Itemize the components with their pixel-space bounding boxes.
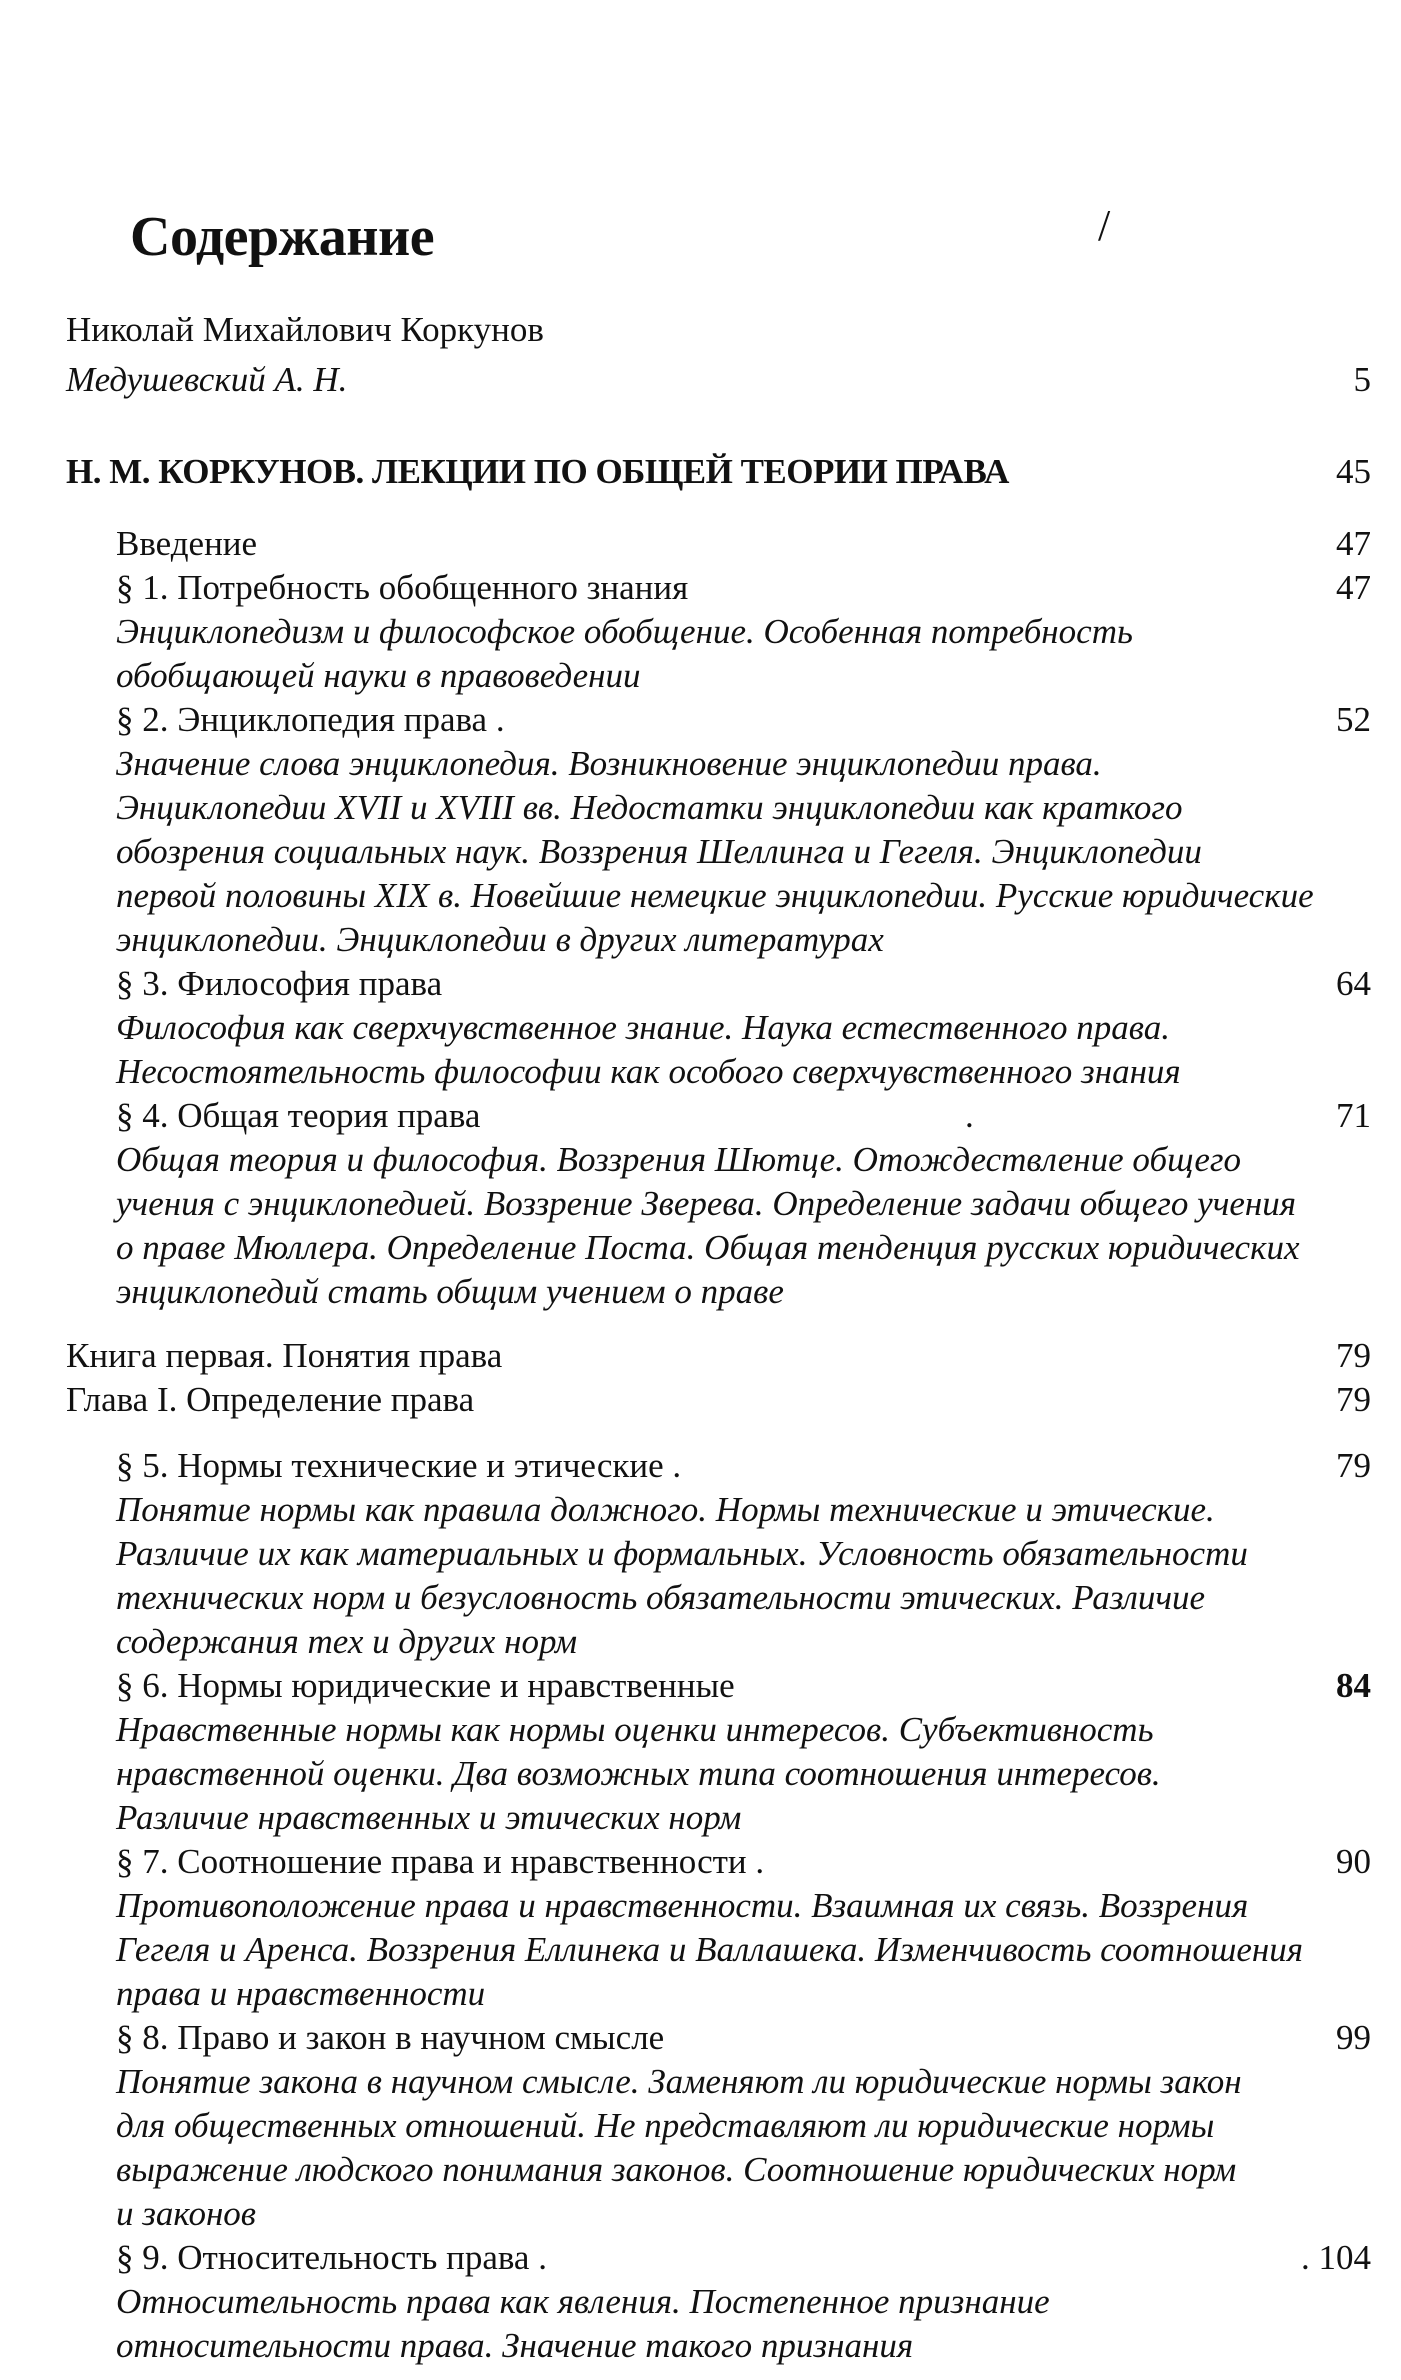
intro-page: 5 bbox=[1353, 360, 1371, 399]
intro-author: Николай Михайлович Коркунов bbox=[66, 310, 544, 349]
toc-entry: § 4. Общая теория права bbox=[116, 1096, 481, 1135]
toc-page: 47 bbox=[1336, 568, 1371, 607]
pencil-mark: / bbox=[1098, 201, 1111, 250]
toc-entry: § 2. Энциклопедия права . bbox=[116, 700, 505, 739]
toc-desc-line: выражение людского понимания законов. Соотношение юридических норм bbox=[116, 2150, 1237, 2189]
toc-desc-line: энциклопедий стать общим учением о праве bbox=[116, 1272, 784, 1311]
toc-desc-line: Относительность права как явления. Постепенное признание bbox=[116, 2282, 1050, 2321]
toc-desc-line: Энциклопедии XVII и XVIII вв. Недостатки энциклопедии как краткого bbox=[116, 788, 1183, 827]
toc-desc-line: о праве Мюллера. Определение Поста. Общая тенденция русских юридических bbox=[116, 1228, 1300, 1267]
toc-entry: § 7. Соотношение права и нравственности . bbox=[116, 1842, 765, 1881]
toc-desc-line: энциклопедии. Энциклопедии в других литературах bbox=[116, 920, 884, 959]
chapter-heading: Глава I. Определение права bbox=[66, 1380, 475, 1419]
toc-desc-line: Понятие нормы как правила должного. Нормы технические и этические. bbox=[116, 1490, 1215, 1529]
toc-desc-line: содержания тех и других норм bbox=[116, 1622, 578, 1661]
toc-desc-line: Гегеля и Аренса. Воззрения Еллинека и Валлашека. Изменчивость соотношения bbox=[116, 1930, 1304, 1969]
page-title: Содержание bbox=[130, 206, 435, 268]
toc-desc-line: Общая теория и философия. Воззрения Шютце. Отождествление общего bbox=[116, 1140, 1242, 1179]
toc-desc-line: Различие нравственных и этических норм bbox=[116, 1798, 742, 1837]
toc-page: . 104 bbox=[1301, 2238, 1371, 2277]
toc-desc-line: относительности права. Значение такого признания bbox=[116, 2326, 914, 2365]
toc-desc-line: Понятие закона в научном смысле. Заменяют ли юридические нормы закон bbox=[116, 2062, 1242, 2101]
toc-desc-line: права и нравственности bbox=[116, 1974, 486, 2013]
toc-desc-line: Философия как сверхчувственное знание. Наука естественного права. bbox=[116, 1008, 1170, 1047]
toc-desc-line: обобщающей науки в правоведении bbox=[116, 656, 641, 695]
toc-desc-line: Нравственные нормы как нормы оценки интересов. Субъективность bbox=[116, 1710, 1154, 1749]
toc-page: 99 bbox=[1336, 2018, 1371, 2057]
toc-page: 84 bbox=[1336, 1666, 1371, 1705]
toc-page: 79 bbox=[1336, 1446, 1371, 1485]
toc-entry: Введение bbox=[116, 524, 258, 563]
toc-desc-line: Противоположение права и нравственности. Взаимная их связь. Воззрения bbox=[116, 1886, 1249, 1925]
toc-desc-line: Значение слова энциклопедия. Возникновение энциклопедии права. bbox=[116, 744, 1102, 783]
toc-desc-line: и законов bbox=[116, 2194, 256, 2233]
toc-desc-line: Различие их как материальных и формальных. Условность обязательности bbox=[116, 1534, 1248, 1573]
toc-entry: § 1. Потребность обобщенного знания bbox=[116, 568, 689, 607]
book-page: 79 bbox=[1336, 1336, 1371, 1375]
toc-page: 90 bbox=[1336, 1842, 1371, 1881]
toc-desc-line: Несостоятельность философии как особого сверхчувственного знания bbox=[116, 1052, 1181, 1091]
toc-entry: § 5. Нормы технические и этические . bbox=[116, 1446, 682, 1485]
book-heading: Книга первая. Понятия права bbox=[66, 1336, 503, 1375]
toc-entry: § 3. Философия права bbox=[116, 964, 443, 1003]
toc-desc-line: учения с энциклопедией. Воззрение Зверева. Определение задачи общего учения bbox=[116, 1184, 1297, 1223]
toc-desc-line: Энциклопедизм и философское обобщение. Особенная потребность bbox=[116, 612, 1133, 651]
part-heading-page: 45 bbox=[1336, 452, 1371, 491]
toc-desc-line: обозрения социальных наук. Воззрения Шеллинга и Гегеля. Энциклопедии bbox=[116, 832, 1202, 871]
toc-dot: . bbox=[965, 1096, 974, 1135]
chapter-page: 79 bbox=[1336, 1380, 1371, 1419]
toc-entry: § 8. Право и закон в научном смысле bbox=[116, 2018, 665, 2057]
toc-page: 52 bbox=[1336, 700, 1371, 739]
toc-desc-line: нравственной оценки. Два возможных типа соотношения интересов. bbox=[116, 1754, 1161, 1793]
toc-desc-line: первой половины XIX в. Новейшие немецкие энциклопедии. Русские юридические bbox=[116, 876, 1314, 915]
part-heading: Н. М. КОРКУНОВ. ЛЕКЦИИ ПО ОБЩЕЙ ТЕОРИИ ПРАВА bbox=[66, 452, 1009, 491]
toc-page: 64 bbox=[1336, 964, 1371, 1003]
toc-page: 71 bbox=[1336, 1096, 1371, 1135]
toc-entry: § 9. Относительность права . bbox=[116, 2238, 547, 2277]
intro-editor: Медушевский А. Н. bbox=[66, 360, 348, 399]
toc-entry: § 6. Нормы юридические и нравственные bbox=[116, 1666, 735, 1705]
toc-desc-line: для общественных отношений. Не представляют ли юридические нормы bbox=[116, 2106, 1215, 2145]
toc-page: 47 bbox=[1336, 524, 1371, 563]
toc-desc-line: технических норм и безусловность обязательности этических. Различие bbox=[116, 1578, 1206, 1617]
